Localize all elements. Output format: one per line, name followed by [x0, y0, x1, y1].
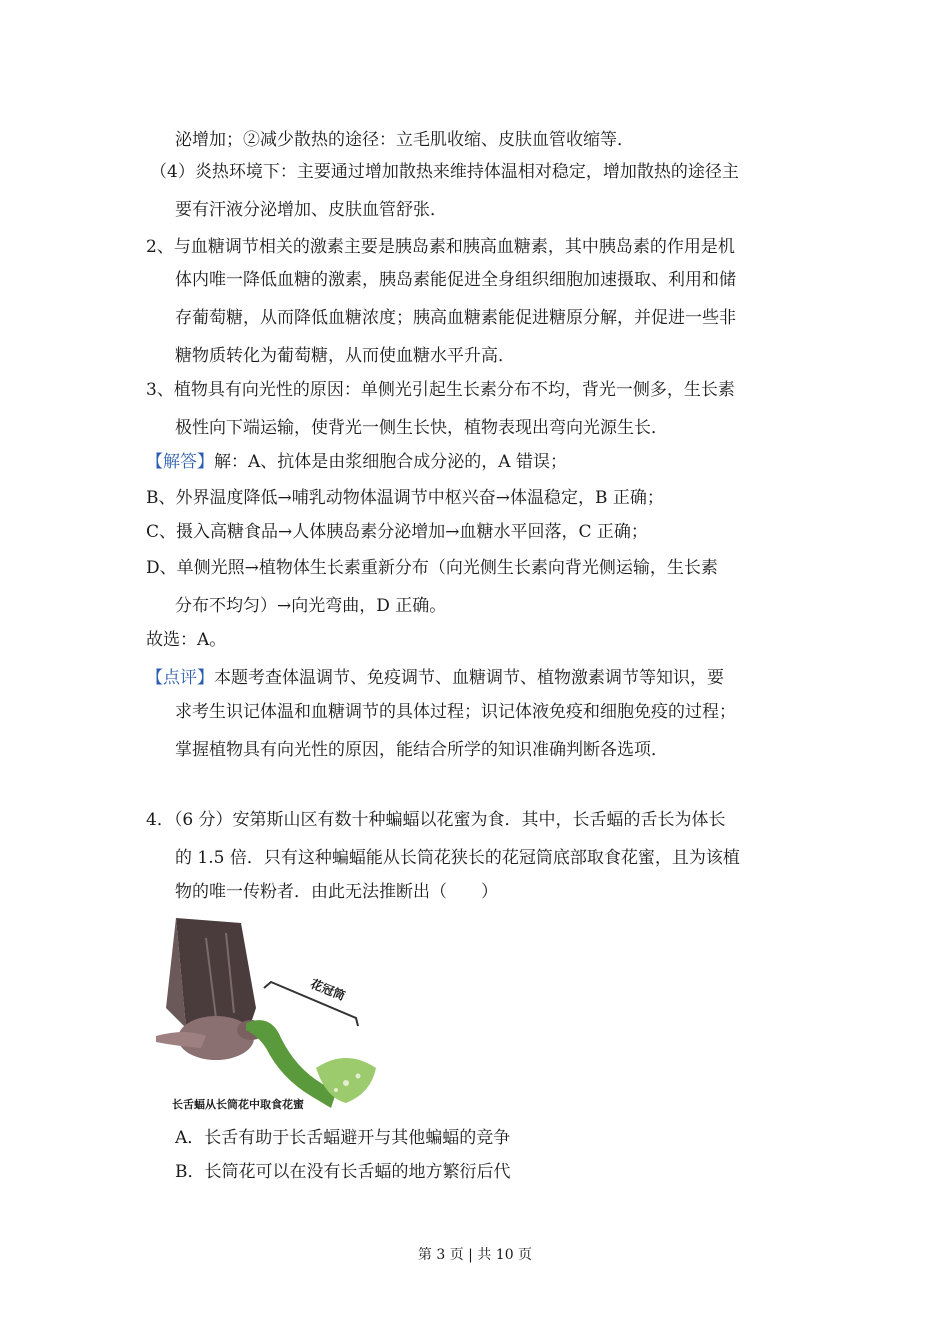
text-line: 极性向下端运输，使背光一侧生长快，植物表现出弯向光源生长．: [175, 418, 668, 438]
comment-line: [146, 666, 724, 690]
text-line: 糖物质转化为葡萄糖，从而使血糖水平升高．: [175, 346, 515, 366]
answer-text: 解：A、抗体是由浆细胞合成分泌的，A 错误；: [214, 452, 567, 472]
option-a: A．长舌有助于长舌蝠避开与其他蝙蝠的竞争: [175, 1128, 511, 1148]
page-footer: 第 3 页 | 共 10 页: [417, 1247, 533, 1263]
text-line: 体内唯一降低血糖的激素，胰岛素能促进全身组织细胞加速摄取、利用和储: [175, 270, 736, 290]
figure-caption: 长舌蝠从长筒花中取食花蜜: [172, 1098, 304, 1111]
comment-tag: 【点评】: [146, 668, 214, 688]
comment-line: 求考生识记体温和血糖调节的具体过程；识记体液免疫和细胞免疫的过程；: [175, 702, 736, 722]
comment-text: 本题考查体温调节、免疫调节、血糖调节、植物激素调节等知识，要: [214, 668, 724, 688]
text-line: 要有汗液分泌增加、皮肤血管舒张．: [175, 200, 447, 220]
figure-label: 花冠筒: [308, 976, 348, 1004]
option-b: B．长筒花可以在没有长舌蝠的地方繁衍后代: [175, 1162, 511, 1182]
text-line: 泌增加；②减少散热的途径：立毛肌收缩、皮肤血管收缩等．: [175, 130, 634, 150]
comment-line: 掌握植物具有向光性的原因，能结合所学的知识准确判断各选项．: [175, 740, 668, 760]
answer-choice: 故选：A。: [146, 630, 227, 650]
text-line: （4）炎热环境下：主要通过增加散热来维持体温相对稳定，增加散热的途径主: [150, 162, 739, 182]
answer-tag: 【解答】: [146, 452, 214, 472]
bat-illustration: [146, 918, 386, 1113]
answer-line: B、外界温度降低→哺乳动物体温调节中枢兴奋→体温稳定，B 正确；: [146, 488, 664, 508]
answer-line: D、单侧光照→植物体生长素重新分布（向光侧生长素向背光侧运输，生长素: [146, 558, 718, 578]
question-line: 4．（6 分）安第斯山区有数十种蝙蝠以花蜜为食．其中，长舌蝠的舌长为体长: [146, 810, 726, 830]
question-line: 物的唯一传粉者．由此无法推断出（ ）: [175, 882, 498, 902]
text-line: 2、与血糖调节相关的激素主要是胰岛素和胰高血糖素，其中胰岛素的作用是机: [146, 237, 735, 257]
question-line: 的 1.5 倍．只有这种蝙蝠能从长筒花狭长的花冠筒底部取食花蜜，且为该植: [175, 848, 740, 868]
answer-line: [146, 450, 567, 474]
bat-figure: [146, 918, 386, 1113]
text-line: 存葡萄糖，从而降低血糖浓度；胰高血糖素能促进糖原分解，并促进一些非: [175, 308, 736, 328]
text-line: 3、植物具有向光性的原因：单侧光引起生长素分布不均，背光一侧多，生长素: [146, 380, 735, 400]
answer-line: 分布不均匀）→向光弯曲，D 正确。: [175, 596, 447, 616]
answer-line: C、摄入高糖食品→人体胰岛素分泌增加→血糖水平回落，C 正确；: [146, 522, 648, 542]
